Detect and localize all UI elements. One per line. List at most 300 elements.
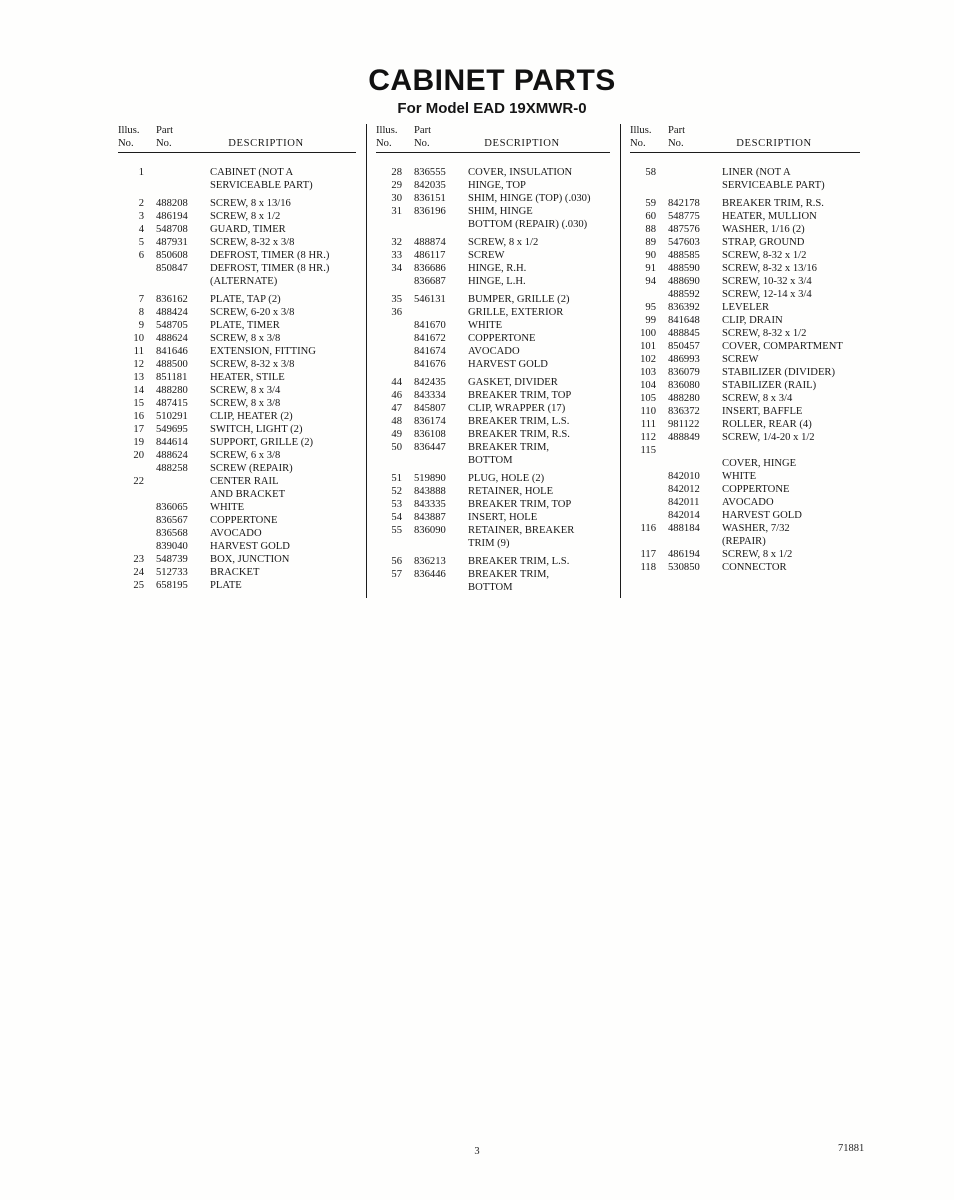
part-no: 488208 bbox=[156, 198, 188, 209]
table-row bbox=[376, 249, 610, 262]
part-no: 842435 bbox=[414, 377, 446, 388]
illus-no: 13 bbox=[133, 372, 144, 383]
table-row bbox=[118, 306, 356, 319]
table-row bbox=[118, 262, 356, 275]
parts-column-2 bbox=[366, 124, 620, 598]
illus-no: 24 bbox=[133, 567, 144, 578]
illus-no: 101 bbox=[640, 341, 656, 352]
description: RETAINER, HOLE bbox=[468, 486, 554, 497]
description: BREAKER TRIM, TOP bbox=[468, 390, 572, 401]
table-row bbox=[118, 397, 356, 410]
description: SHIM, HINGE (TOP) (.030) bbox=[468, 193, 591, 204]
part-no: 486194 bbox=[156, 211, 188, 222]
table-row bbox=[630, 444, 860, 457]
table-row bbox=[376, 262, 610, 275]
illus-no: 89 bbox=[645, 237, 656, 248]
table-row bbox=[376, 192, 610, 205]
part-header-label: Part bbox=[414, 125, 432, 136]
part-no bbox=[156, 488, 202, 501]
illus-header-label: Illus. bbox=[630, 125, 652, 136]
table-row bbox=[376, 511, 610, 524]
description: ROLLER, REAR (4) bbox=[722, 419, 812, 430]
part-no bbox=[156, 275, 202, 288]
illus-no: 5 bbox=[138, 237, 144, 248]
illus-no: 116 bbox=[640, 523, 656, 534]
illus-no: 20 bbox=[133, 450, 144, 461]
description: (REPAIR) bbox=[722, 536, 766, 547]
title-block bbox=[0, 64, 954, 117]
part-no bbox=[414, 581, 460, 594]
description: CLIP, DRAIN bbox=[722, 315, 783, 326]
table-row bbox=[630, 431, 860, 444]
part-no: 850608 bbox=[156, 250, 188, 261]
table-row bbox=[630, 405, 860, 418]
illus-no: 1 bbox=[138, 167, 144, 178]
table-row bbox=[118, 501, 356, 514]
table-row bbox=[630, 262, 860, 275]
part-no: 841646 bbox=[156, 346, 188, 357]
illus-no: 46 bbox=[391, 390, 402, 401]
part-no bbox=[156, 179, 202, 192]
illus-no: 29 bbox=[391, 180, 402, 191]
description: HEATER, MULLION bbox=[722, 211, 817, 222]
part-no: 548739 bbox=[156, 554, 188, 565]
table-row bbox=[118, 293, 356, 306]
description: DEFROST, TIMER (8 HR.) bbox=[210, 250, 330, 261]
illus-no: 56 bbox=[391, 556, 402, 567]
table-row bbox=[118, 236, 356, 249]
description: PLATE, TAP (2) bbox=[210, 294, 281, 305]
part-no: 843887 bbox=[414, 512, 446, 523]
part-no: 836686 bbox=[414, 263, 446, 274]
illus-no bbox=[376, 537, 402, 550]
part-no: 658195 bbox=[156, 580, 188, 591]
part-no: 530850 bbox=[668, 562, 700, 573]
table-row bbox=[630, 418, 860, 431]
description: SERVICEABLE PART) bbox=[210, 180, 313, 191]
part-no: 841672 bbox=[414, 333, 446, 344]
illus-no bbox=[118, 262, 144, 275]
part-no: 843888 bbox=[414, 486, 446, 497]
illus-no: 111 bbox=[640, 419, 656, 430]
table-row bbox=[376, 166, 610, 179]
description bbox=[722, 444, 860, 457]
table-row bbox=[118, 514, 356, 527]
description: SCREW, 6-20 x 3/8 bbox=[210, 307, 295, 318]
description: SCREW, 8-32 x 1/2 bbox=[722, 328, 807, 339]
description: AVOCADO bbox=[210, 528, 262, 539]
illus-no: 88 bbox=[645, 224, 656, 235]
part-no-header: No. bbox=[414, 138, 430, 149]
description: PLUG, HOLE (2) bbox=[468, 473, 545, 484]
illus-no: 53 bbox=[391, 499, 402, 510]
description: WHITE bbox=[722, 471, 757, 482]
table-row bbox=[630, 223, 860, 236]
table-row bbox=[118, 410, 356, 423]
table-row bbox=[630, 249, 860, 262]
table-row bbox=[630, 496, 860, 509]
description: PLATE, TIMER bbox=[210, 320, 280, 331]
part-no: 836555 bbox=[414, 167, 446, 178]
part-no: 836196 bbox=[414, 206, 446, 217]
table-row bbox=[630, 470, 860, 483]
table-row bbox=[630, 366, 860, 379]
description: BREAKER TRIM, L.S. bbox=[468, 416, 570, 427]
illus-no bbox=[118, 462, 144, 475]
part-no: 488624 bbox=[156, 450, 188, 461]
header-row-1 bbox=[118, 124, 356, 137]
description-header: DESCRIPTION bbox=[736, 138, 812, 149]
table-row bbox=[376, 498, 610, 511]
illus-no bbox=[118, 514, 144, 527]
illus-no: 11 bbox=[133, 346, 144, 357]
part-no: 850457 bbox=[668, 341, 700, 352]
table-row bbox=[118, 210, 356, 223]
description-header: DESCRIPTION bbox=[484, 138, 560, 149]
illus-no bbox=[376, 319, 402, 332]
part-no bbox=[668, 457, 714, 470]
part-no: 842012 bbox=[668, 484, 700, 495]
description: BREAKER TRIM, bbox=[468, 442, 550, 453]
table-row bbox=[118, 384, 356, 397]
table-row bbox=[118, 319, 356, 332]
table-row bbox=[376, 236, 610, 249]
illus-no: 35 bbox=[391, 294, 402, 305]
table-row bbox=[376, 218, 610, 231]
table-row bbox=[118, 553, 356, 566]
description: SCREW, 8 x 1/2 bbox=[722, 549, 793, 560]
part-no: 486993 bbox=[668, 354, 700, 365]
table-row bbox=[376, 581, 610, 594]
part-no: 836162 bbox=[156, 294, 188, 305]
table-row bbox=[118, 358, 356, 371]
description: SCREW, 8 x 13/16 bbox=[210, 198, 291, 209]
part-no: 548708 bbox=[156, 224, 188, 235]
illus-no bbox=[376, 581, 402, 594]
description: SCREW, 8 x 3/8 bbox=[210, 333, 281, 344]
table-row bbox=[118, 488, 356, 501]
description: INSERT, HOLE bbox=[468, 512, 538, 523]
illus-no-header: No. bbox=[630, 138, 646, 149]
illus-no: 7 bbox=[138, 294, 144, 305]
part-no: 836687 bbox=[414, 276, 446, 287]
description: DEFROST, TIMER (8 HR.) bbox=[210, 263, 330, 274]
part-no: 836174 bbox=[414, 416, 446, 427]
table-row bbox=[630, 197, 860, 210]
table-row bbox=[118, 527, 356, 540]
table-row bbox=[118, 566, 356, 579]
part-no bbox=[414, 454, 460, 467]
illus-no: 36 bbox=[391, 307, 402, 318]
part-no: 981122 bbox=[668, 419, 700, 430]
illus-no: 103 bbox=[640, 367, 656, 378]
table-row bbox=[376, 415, 610, 428]
description: SCREW bbox=[722, 354, 759, 365]
part-no: 486194 bbox=[668, 549, 700, 560]
part-no: 488585 bbox=[668, 250, 700, 261]
description: SCREW, 10-32 x 3/4 bbox=[722, 276, 812, 287]
illus-no: 55 bbox=[391, 525, 402, 536]
illus-no bbox=[118, 488, 144, 501]
table-row bbox=[118, 249, 356, 262]
description: SCREW, 8-32 x 3/8 bbox=[210, 359, 295, 370]
description: COPPERTONE bbox=[722, 484, 790, 495]
illus-no: 54 bbox=[391, 512, 402, 523]
illus-no: 15 bbox=[133, 398, 144, 409]
page-number: 3 bbox=[474, 1146, 480, 1157]
illus-no: 32 bbox=[391, 237, 402, 248]
part-no: 487931 bbox=[156, 237, 188, 248]
description: TRIM (9) bbox=[468, 538, 510, 549]
description: LEVELER bbox=[722, 302, 770, 313]
part-no: 549695 bbox=[156, 424, 188, 435]
description-header: DESCRIPTION bbox=[228, 138, 304, 149]
part-no: 547603 bbox=[668, 237, 700, 248]
table-row bbox=[630, 301, 860, 314]
illus-no: 34 bbox=[391, 263, 402, 274]
description: STABILIZER (RAIL) bbox=[722, 380, 817, 391]
description: CABINET (NOT A bbox=[210, 167, 294, 178]
illus-no: 100 bbox=[640, 328, 656, 339]
illus-no: 8 bbox=[138, 307, 144, 318]
part-no: 842178 bbox=[668, 198, 700, 209]
part-no: 836568 bbox=[156, 528, 188, 539]
part-no bbox=[668, 535, 714, 548]
part-no bbox=[156, 166, 202, 179]
illus-no: 115 bbox=[640, 445, 656, 456]
description: STABILIZER (DIVIDER) bbox=[722, 367, 836, 378]
part-no-header: No. bbox=[156, 138, 172, 149]
table-row bbox=[118, 166, 356, 179]
illus-no: 102 bbox=[640, 354, 656, 365]
desc-header-spacer bbox=[468, 124, 610, 137]
illus-no: 110 bbox=[640, 406, 656, 417]
description: SCREW (REPAIR) bbox=[210, 463, 293, 474]
desc-header-spacer bbox=[210, 124, 356, 137]
part-no: 488280 bbox=[668, 393, 700, 404]
table-row bbox=[630, 327, 860, 340]
part-no: 488258 bbox=[156, 463, 188, 474]
description: INSERT, BAFFLE bbox=[722, 406, 803, 417]
header-row-1 bbox=[376, 124, 610, 137]
description: HEATER, STILE bbox=[210, 372, 285, 383]
description: BOTTOM bbox=[468, 582, 513, 593]
illus-no bbox=[118, 527, 144, 540]
part-no: 836090 bbox=[414, 525, 446, 536]
part-no: 845807 bbox=[414, 403, 446, 414]
description: COPPERTONE bbox=[210, 515, 278, 526]
illus-no: 59 bbox=[645, 198, 656, 209]
description: SCREW, 8 x 1/2 bbox=[210, 211, 281, 222]
description: HINGE, TOP bbox=[468, 180, 526, 191]
description: EXTENSION, FITTING bbox=[210, 346, 316, 357]
part-no: 519890 bbox=[414, 473, 446, 484]
illus-no: 23 bbox=[133, 554, 144, 565]
part-no: 841648 bbox=[668, 315, 700, 326]
part-no: 842014 bbox=[668, 510, 700, 521]
illus-no: 117 bbox=[640, 549, 656, 560]
illus-no: 44 bbox=[391, 377, 402, 388]
illus-no bbox=[118, 501, 144, 514]
illus-no: 104 bbox=[640, 380, 656, 391]
table-row bbox=[118, 371, 356, 384]
table-row bbox=[118, 540, 356, 553]
table-row bbox=[376, 568, 610, 581]
description: HARVEST GOLD bbox=[722, 510, 802, 521]
illus-no: 105 bbox=[640, 393, 656, 404]
description: WASHER, 7/32 bbox=[722, 523, 790, 534]
illus-no: 33 bbox=[391, 250, 402, 261]
table-row bbox=[376, 275, 610, 288]
description: BUMPER, GRILLE (2) bbox=[468, 294, 570, 305]
description: GASKET, DIVIDER bbox=[468, 377, 558, 388]
table-row bbox=[376, 205, 610, 218]
description: SHIM, HINGE bbox=[468, 206, 533, 217]
part-no: 844614 bbox=[156, 437, 188, 448]
illus-no: 94 bbox=[645, 276, 656, 287]
table-row bbox=[376, 319, 610, 332]
table-row bbox=[630, 535, 860, 548]
page-subtitle: For Model EAD 19XMWR-0 bbox=[397, 100, 587, 117]
description: BREAKER TRIM, bbox=[468, 569, 550, 580]
part-no: 843334 bbox=[414, 390, 446, 401]
description: WHITE bbox=[210, 502, 245, 513]
page-title: CABINET PARTS bbox=[368, 64, 616, 97]
illus-no bbox=[376, 218, 402, 231]
description: RETAINER, BREAKER bbox=[468, 525, 575, 536]
description: WASHER, 1/16 (2) bbox=[722, 224, 805, 235]
illus-no: 10 bbox=[133, 333, 144, 344]
table-row bbox=[630, 353, 860, 366]
part-header-label: Part bbox=[156, 125, 174, 136]
description: BREAKER TRIM, L.S. bbox=[468, 556, 570, 567]
table-row bbox=[630, 179, 860, 192]
table-row bbox=[376, 376, 610, 389]
part-no bbox=[414, 218, 460, 231]
part-no: 836392 bbox=[668, 302, 700, 313]
part-no: 548705 bbox=[156, 320, 188, 331]
part-no bbox=[668, 179, 714, 192]
illus-no: 99 bbox=[645, 315, 656, 326]
description: CLIP, HEATER (2) bbox=[210, 411, 293, 422]
table-row bbox=[118, 345, 356, 358]
part-no bbox=[156, 475, 202, 488]
part-no-header: No. bbox=[668, 138, 684, 149]
column-header bbox=[376, 124, 610, 153]
part-no: 836567 bbox=[156, 515, 188, 526]
description: (ALTERNATE) bbox=[210, 276, 278, 287]
illus-no: 49 bbox=[391, 429, 402, 440]
illus-no-header: No. bbox=[118, 138, 134, 149]
illus-no: 17 bbox=[133, 424, 144, 435]
part-no: 842010 bbox=[668, 471, 700, 482]
table-row bbox=[630, 392, 860, 405]
description: SCREW, 8-32 x 3/8 bbox=[210, 237, 295, 248]
description: SCREW, 8-32 x 13/16 bbox=[722, 263, 817, 274]
part-no: 836446 bbox=[414, 569, 446, 580]
table-row bbox=[376, 345, 610, 358]
parts-table bbox=[118, 124, 860, 598]
description: LINER (NOT A bbox=[722, 167, 791, 178]
table-row bbox=[118, 475, 356, 488]
part-no: 842011 bbox=[668, 497, 700, 508]
illus-no: 60 bbox=[645, 211, 656, 222]
part-no: 546131 bbox=[414, 294, 446, 305]
description: STRAP, GROUND bbox=[722, 237, 805, 248]
illus-no bbox=[376, 332, 402, 345]
table-row bbox=[118, 436, 356, 449]
illus-no: 52 bbox=[391, 486, 402, 497]
part-no: 836108 bbox=[414, 429, 446, 440]
illus-header-label: Illus. bbox=[118, 125, 140, 136]
table-row bbox=[630, 210, 860, 223]
part-no: 836372 bbox=[668, 406, 700, 417]
description: COVER, HINGE bbox=[722, 458, 797, 469]
illus-no: 118 bbox=[640, 562, 656, 573]
description: SCREW, 8 x 3/4 bbox=[210, 385, 281, 396]
table-row bbox=[630, 522, 860, 535]
description: WHITE bbox=[468, 320, 503, 331]
illus-no: 47 bbox=[391, 403, 402, 414]
illus-no: 51 bbox=[391, 473, 402, 484]
illus-no bbox=[630, 179, 656, 192]
description: PLATE bbox=[210, 580, 242, 591]
table-row bbox=[630, 275, 860, 288]
description: HINGE, R.H. bbox=[468, 263, 527, 274]
part-no: 488280 bbox=[156, 385, 188, 396]
illus-no: 50 bbox=[391, 442, 402, 453]
column-header bbox=[118, 124, 356, 153]
description: BOTTOM bbox=[468, 455, 513, 466]
description: SERVICEABLE PART) bbox=[722, 180, 825, 191]
part-no: 836065 bbox=[156, 502, 188, 513]
description: BREAKER TRIM, R.S. bbox=[468, 429, 570, 440]
table-row bbox=[118, 197, 356, 210]
description: CONNECTOR bbox=[722, 562, 787, 573]
table-row bbox=[630, 561, 860, 574]
description: SCREW, 8 x 3/8 bbox=[210, 398, 281, 409]
table-row bbox=[118, 275, 356, 288]
description: SCREW, 6 x 3/8 bbox=[210, 450, 281, 461]
illus-no bbox=[376, 358, 402, 371]
part-no: 841676 bbox=[414, 359, 446, 370]
description: HINGE, L.H. bbox=[468, 276, 526, 287]
table-row bbox=[376, 306, 610, 319]
table-row bbox=[376, 441, 610, 454]
illus-no: 28 bbox=[391, 167, 402, 178]
part-no: 836213 bbox=[414, 556, 446, 567]
illus-no: 25 bbox=[133, 580, 144, 591]
table-row bbox=[376, 332, 610, 345]
table-row bbox=[376, 537, 610, 550]
description: BRACKET bbox=[210, 567, 260, 578]
doc-number: 71881 bbox=[838, 1143, 865, 1154]
part-no: 488845 bbox=[668, 328, 700, 339]
part-no bbox=[668, 444, 714, 457]
part-no: 488849 bbox=[668, 432, 700, 443]
illus-no: 95 bbox=[645, 302, 656, 313]
part-header-label: Part bbox=[668, 125, 686, 136]
part-no: 487576 bbox=[668, 224, 700, 235]
part-no: 836447 bbox=[414, 442, 446, 453]
illus-no: 19 bbox=[133, 437, 144, 448]
description: BOX, JUNCTION bbox=[210, 554, 290, 565]
table-row bbox=[118, 449, 356, 462]
illus-no bbox=[630, 509, 656, 522]
table-row bbox=[118, 332, 356, 345]
table-row bbox=[118, 423, 356, 436]
part-no: 836079 bbox=[668, 367, 700, 378]
